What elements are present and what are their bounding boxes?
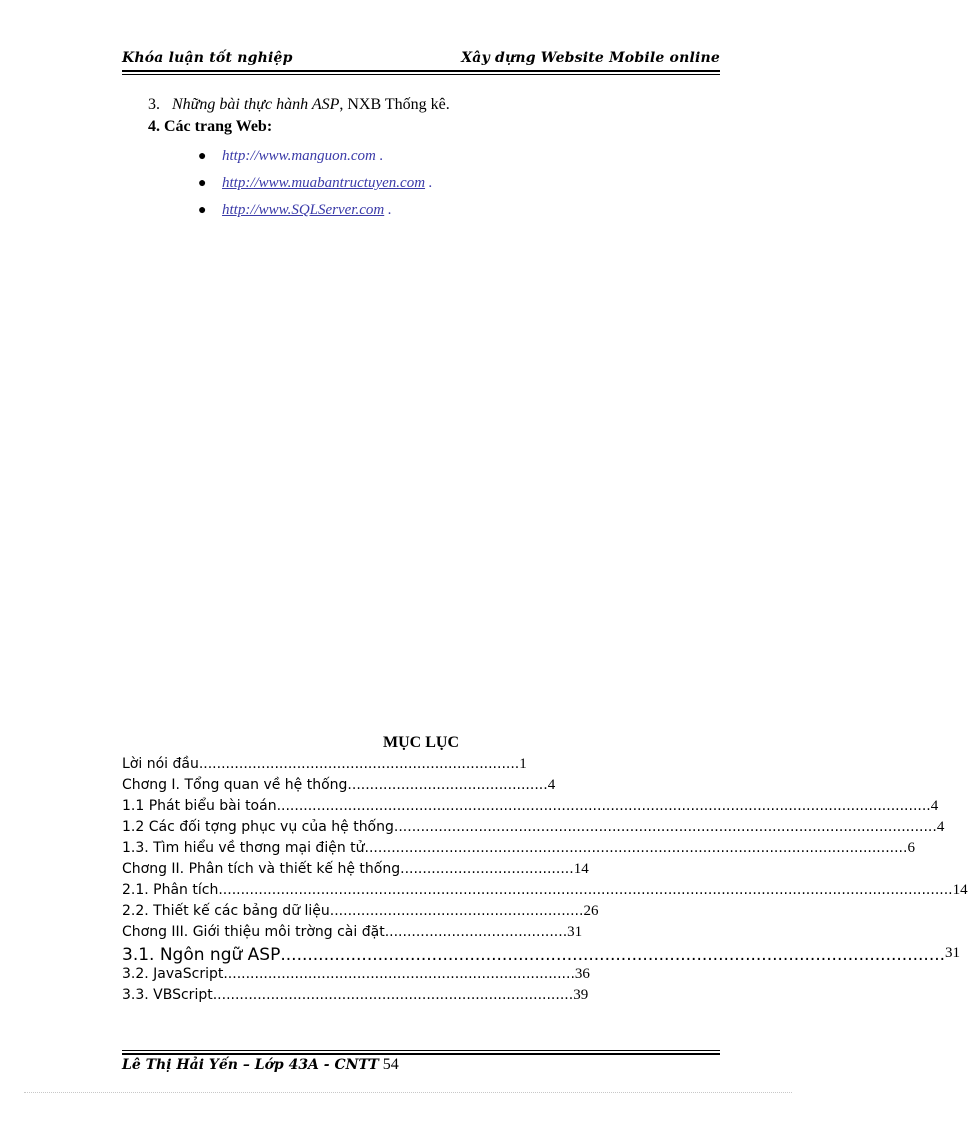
toc-entry (122, 861, 720, 882)
table-of-contents (122, 756, 968, 1008)
toc-leader: ................................................................................................................................................... (276, 798, 931, 814)
toc-entry (122, 924, 720, 945)
toc-entry-page: 31 (567, 924, 583, 940)
reference-number: 3. (148, 96, 160, 113)
list-item (198, 175, 433, 202)
toc-entry (122, 819, 945, 840)
toc-entry-page: 6 (907, 840, 915, 856)
toc-entry-label: 2.1. Phân tích (122, 882, 219, 898)
toc-entry-page: 4 (930, 798, 939, 814)
toc-leader: ......................................................... (329, 903, 584, 919)
toc-entry-page: 4 (936, 819, 945, 835)
toc-entry-page: 31 (945, 945, 961, 961)
bullet-icon: ● (198, 149, 207, 164)
header-project-title: Xây dựng Website Mobile online (461, 50, 720, 66)
link-muabantructuyen[interactable]: http://www.muabantructuyen.com (222, 175, 426, 191)
toc-leader: ............................................................................... (223, 966, 575, 982)
header-rule-thin (122, 74, 720, 75)
toc-entry (122, 903, 720, 924)
footer-rule-thin (122, 1050, 720, 1051)
toc-entry (122, 756, 720, 777)
footer-author: Lê Thị Hải Yến – Lớp 43A - CNTT (122, 1057, 379, 1073)
toc-entry-label: 3.2. JavaScript (122, 966, 224, 982)
toc-entry (122, 882, 968, 903)
toc-entry-page: 26 (583, 903, 599, 919)
toc-entry-page: 1 (519, 756, 527, 772)
bullet-icon: ● (198, 203, 207, 218)
toc-leader: ........................................................................................................................... (280, 945, 946, 965)
toc-entry (122, 777, 720, 798)
toc-entry-page: 4 (547, 777, 556, 793)
list-item (198, 202, 433, 229)
list-item (198, 148, 433, 175)
toc-entry-label: Lời nói đầu (122, 756, 199, 772)
toc-entry (122, 840, 915, 861)
toc-entry-label: 3.1. Ngôn ngữ ASP (122, 945, 281, 965)
references-section (148, 96, 450, 140)
link-suffix: . (384, 202, 392, 218)
footer-rule (122, 1053, 720, 1055)
toc-leader: .......................................................................................................................... (393, 819, 937, 835)
link-manguon[interactable]: http://www.manguon.com (222, 148, 376, 164)
link-suffix: . (425, 175, 433, 191)
web-links-list (198, 148, 433, 229)
toc-title: MỤC LỤC (383, 734, 459, 751)
toc-entry-page: 36 (574, 966, 590, 982)
toc-entry-label: 2.2. Thiết kế các bảng dữ liệu (122, 903, 330, 919)
toc-leader: ....................................... (400, 861, 574, 877)
page-footer (122, 1056, 399, 1074)
reference-title: Những bài thực hành ASP (172, 96, 340, 113)
reference-publisher: , NXB Thống kê. (339, 96, 450, 113)
link-suffix: . (375, 148, 384, 164)
toc-entry-label: Chơng I. Tổng quan về hệ thống (122, 777, 348, 793)
bullet-icon: ● (198, 176, 207, 191)
toc-leader: ......................................... (384, 924, 568, 940)
page-number: 54 (382, 1056, 399, 1073)
toc-entry (122, 966, 720, 987)
toc-leader: ........................................................................ (198, 756, 520, 772)
page-edge-dotted-line (24, 1092, 792, 1093)
toc-entry-label: 1.2 Các đối tợng phục vụ của hệ thống (122, 819, 394, 835)
toc-entry-page: 14 (573, 861, 589, 877)
toc-entry-label: Chơng III. Giới thiệu môi trờng cài đặt (122, 924, 385, 940)
toc-entry (122, 945, 961, 966)
page-header (122, 50, 720, 70)
toc-leader: ..................................................................................................................................................................... (218, 882, 953, 898)
toc-leader: ............................................. (347, 777, 548, 793)
toc-entry (122, 987, 720, 1008)
toc-entry (122, 798, 939, 819)
header-thesis-label: Khóa luận tốt nghiệp (122, 50, 293, 66)
toc-entry-label: 3.3. VBScript (122, 987, 213, 1003)
toc-entry-label: Chơng II. Phân tích và thiết kế hệ thống (122, 861, 401, 877)
toc-entry-page: 14 (952, 882, 968, 898)
link-sqlserver[interactable]: http://www.SQLServer.com (222, 202, 385, 218)
toc-leader: ................................................................................. (212, 987, 574, 1003)
header-rule (122, 70, 720, 72)
web-references-heading: 4. Các trang Web: (148, 118, 273, 135)
toc-entry-label: 1.3. Tìm hiểu về thơng mại điện tử (122, 840, 365, 856)
toc-leader: .......................................................................................................................... (364, 840, 908, 856)
toc-entry-label: 1.1 Phát biểu bài toán (122, 798, 277, 814)
reference-item-3 (148, 96, 450, 118)
toc-entry-page: 39 (573, 987, 589, 1003)
